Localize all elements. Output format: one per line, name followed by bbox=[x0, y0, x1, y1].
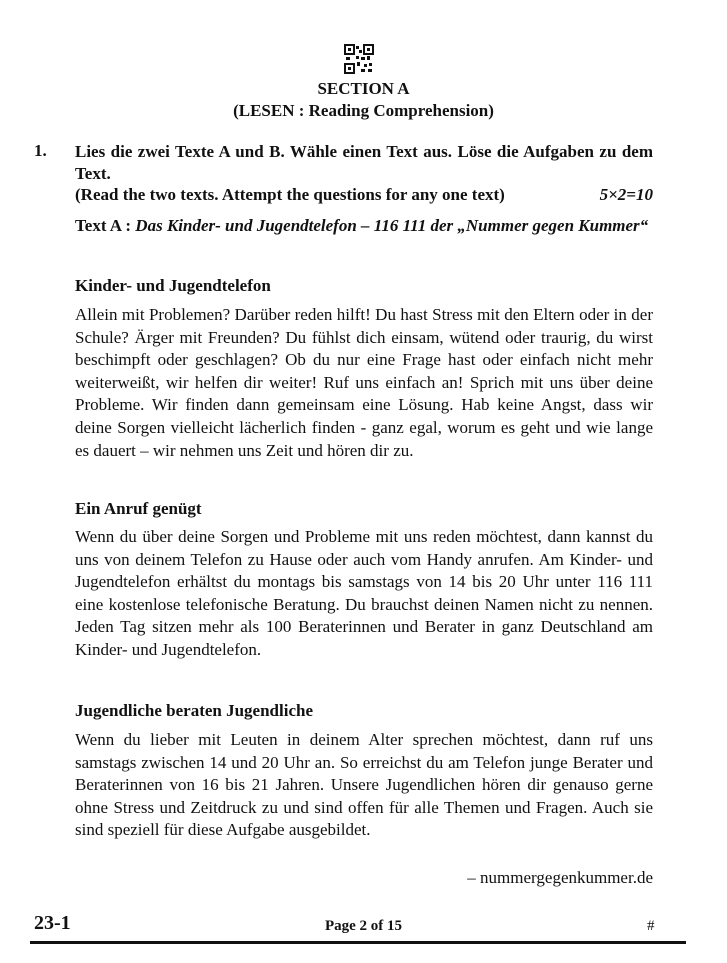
section-body-1: Allein mit Problemen? Darüber reden hilft! Du hast Stress mit den Eltern oder in der Schule? Ärger mit Freunden? Du fühlst dich einsam, wütend oder traurig, du wirst beschimpft oder geschlagen? Ob du nur eine Frage hast oder einfach nicht mehr weiterweißt, wir helfen dir weiter! Ruf uns einfach an! Sprich mit uns über deine Probleme. Wir finden dann gemeinsam eine Lösung. Hab keine Angst, dass wir deine Sorgen vielleicht lächerlich finden - ganz egal, worum es geht und wie lange es dauert – wir nehmen uns Zeit und hören dir zu. bbox=[75, 305, 653, 460]
section-body-3: Wenn du lieber mit Leuten in deinem Alter sprechen möchtest, dann ruf uns samstags zwischen 14 und 20 Uhr an. So erreichst du am Telefon junge Berater und Beraterinnen von 16 bis 21 Jahren. Unsere Jugendlichen hören dir genauso gerne ohne Stress und Zeitdruck zu und sind offen für alle Themen und Fragen. Auch sie sind speziell für diese Aufgabe ausgebildet. bbox=[75, 730, 653, 840]
section-title: SECTION A bbox=[317, 79, 410, 98]
section-heading-2: Ein Anruf genügt bbox=[75, 499, 202, 518]
section-subtitle: (LESEN : Reading Comprehension) bbox=[233, 101, 494, 120]
question-marks: 5×2=10 bbox=[599, 185, 653, 204]
section-body-2: Wenn du über deine Sorgen und Probleme mit uns reden möchtest, dann kannst du uns von deinem Telefon zu Hause oder auch vom Handy anrufen. Am Kinder- und Jugendtelefon erhältst du montags bis samstags von 14 bis 20 Uhr unter 116 111 eine kostenlose telefonische Beratung. Du brauchst deinen Namen nicht zu nennen. Jeden Tag sitzen mehr als 100 Beraterinnen und Berater in ganz Deutschland am Kinder- und Jugendtelefon. bbox=[75, 527, 653, 659]
qr-code-icon bbox=[344, 44, 374, 74]
text-a-title bbox=[75, 215, 653, 237]
footer-code: 23-1 bbox=[34, 912, 71, 934]
text-a-heading: Das Kinder- und Jugendtelefon – 116 111 der „Nummer gegen Kummer“ bbox=[135, 216, 649, 235]
text-a-label: Text A : bbox=[75, 216, 132, 235]
source-credit: – nummergegenkummer.de bbox=[467, 868, 653, 887]
section-heading-1: Kinder- und Jugendtelefon bbox=[75, 276, 271, 295]
section-heading-3: Jugendliche beraten Jugendliche bbox=[75, 701, 314, 720]
question-instruction-de: Lies die zwei Texte A und B. Wähle einen Text aus. Löse die Aufgaben zu dem Text. bbox=[75, 142, 653, 183]
footer-rule bbox=[30, 941, 686, 944]
question-number: 1. bbox=[34, 141, 47, 160]
question-instruction-en: (Read the two texts. Attempt the questions for any one text) bbox=[75, 185, 505, 204]
footer-hash: # bbox=[647, 918, 655, 934]
footer-page-number: Page 2 of 15 bbox=[324, 918, 403, 934]
